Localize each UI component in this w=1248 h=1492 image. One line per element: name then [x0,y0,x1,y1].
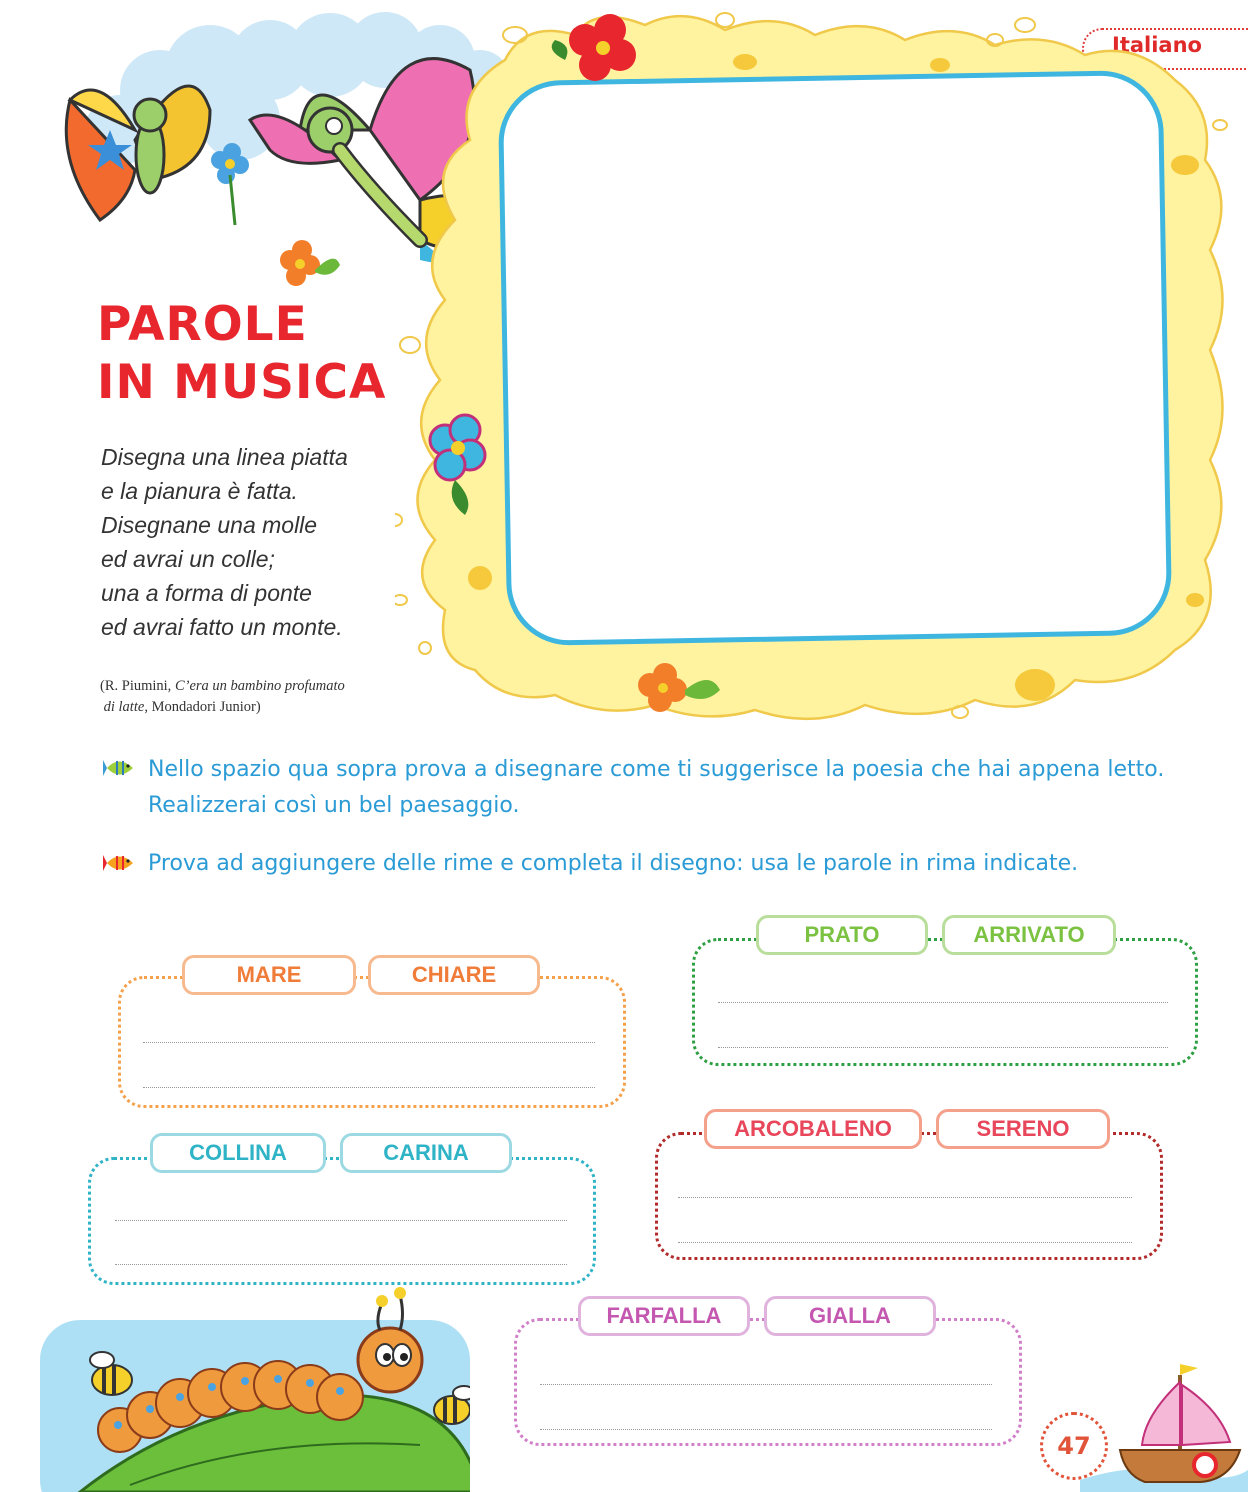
poem [101,440,348,644]
rhyme-word: GIALLA [764,1296,936,1336]
subject-label: Italiano [1112,33,1202,57]
rhyme-box-arcobaleno [655,1132,1163,1260]
writing-line [718,1047,1168,1048]
rhyme-box-collina [88,1157,596,1285]
instruction-1: Nello spazio qua sopra prova a disegnare come ti suggerisce la poesia che hai appena letto. Realizzerai così un bel paesaggio. [148,757,1165,818]
poem-line: una a forma di ponte [101,580,312,606]
poem-citation [100,676,345,718]
caterpillar-illustration [40,1285,470,1492]
title-line-2: IN MUSICA [97,355,387,410]
fish-bullet-icon [103,850,137,876]
rhyme-word: SERENO [936,1109,1110,1149]
writing-line [115,1264,567,1265]
writing-line [540,1429,992,1430]
rhyme-word: ARCOBALENO [704,1109,922,1149]
rhyme-word: ARRIVATO [942,915,1116,955]
poem-line: Disegnane una molle [101,512,318,538]
writing-line [143,1042,595,1043]
rhyme-word: MARE [182,955,356,995]
rhyme-word: FARFALLA [578,1296,750,1336]
writing-line [540,1384,992,1385]
rhyme-word: COLLINA [150,1133,326,1173]
fish-bullet-icon [103,755,137,781]
citation-book-continued: di latte [103,699,145,715]
citation-publisher: , Mondadori Junior) [144,699,261,715]
drawing-frame [395,0,1248,730]
writing-line [678,1197,1132,1198]
page-number: 47 [1040,1412,1108,1480]
flower-icon [280,240,340,286]
poem-line: e la pianura è fatta. [101,478,298,504]
page-title [97,296,386,412]
instruction-2: Prova ad aggiungere delle rime e completa il disegno: usa le parole in rima indicate. [148,851,1079,876]
writing-line [143,1087,595,1088]
rhyme-word: CHIARE [368,955,540,995]
boat-illustration [1080,1360,1248,1492]
title-line-1: PAROLE [97,297,308,352]
poem-line: ed avrai fatto un monte. [101,614,343,640]
poem-line: ed avrai un colle; [101,546,275,572]
citation-author: (R. Piumini, [100,678,175,694]
poem-line: Disegna una linea piatta [101,444,348,470]
writing-line [718,1002,1168,1003]
rhyme-box-farfalla [514,1318,1022,1446]
citation-book: C’era un bambino profumato [174,678,345,694]
rhyme-word: CARINA [340,1133,512,1173]
writing-line [115,1220,567,1221]
writing-line [678,1242,1132,1243]
rhyme-word: PRATO [756,915,928,955]
